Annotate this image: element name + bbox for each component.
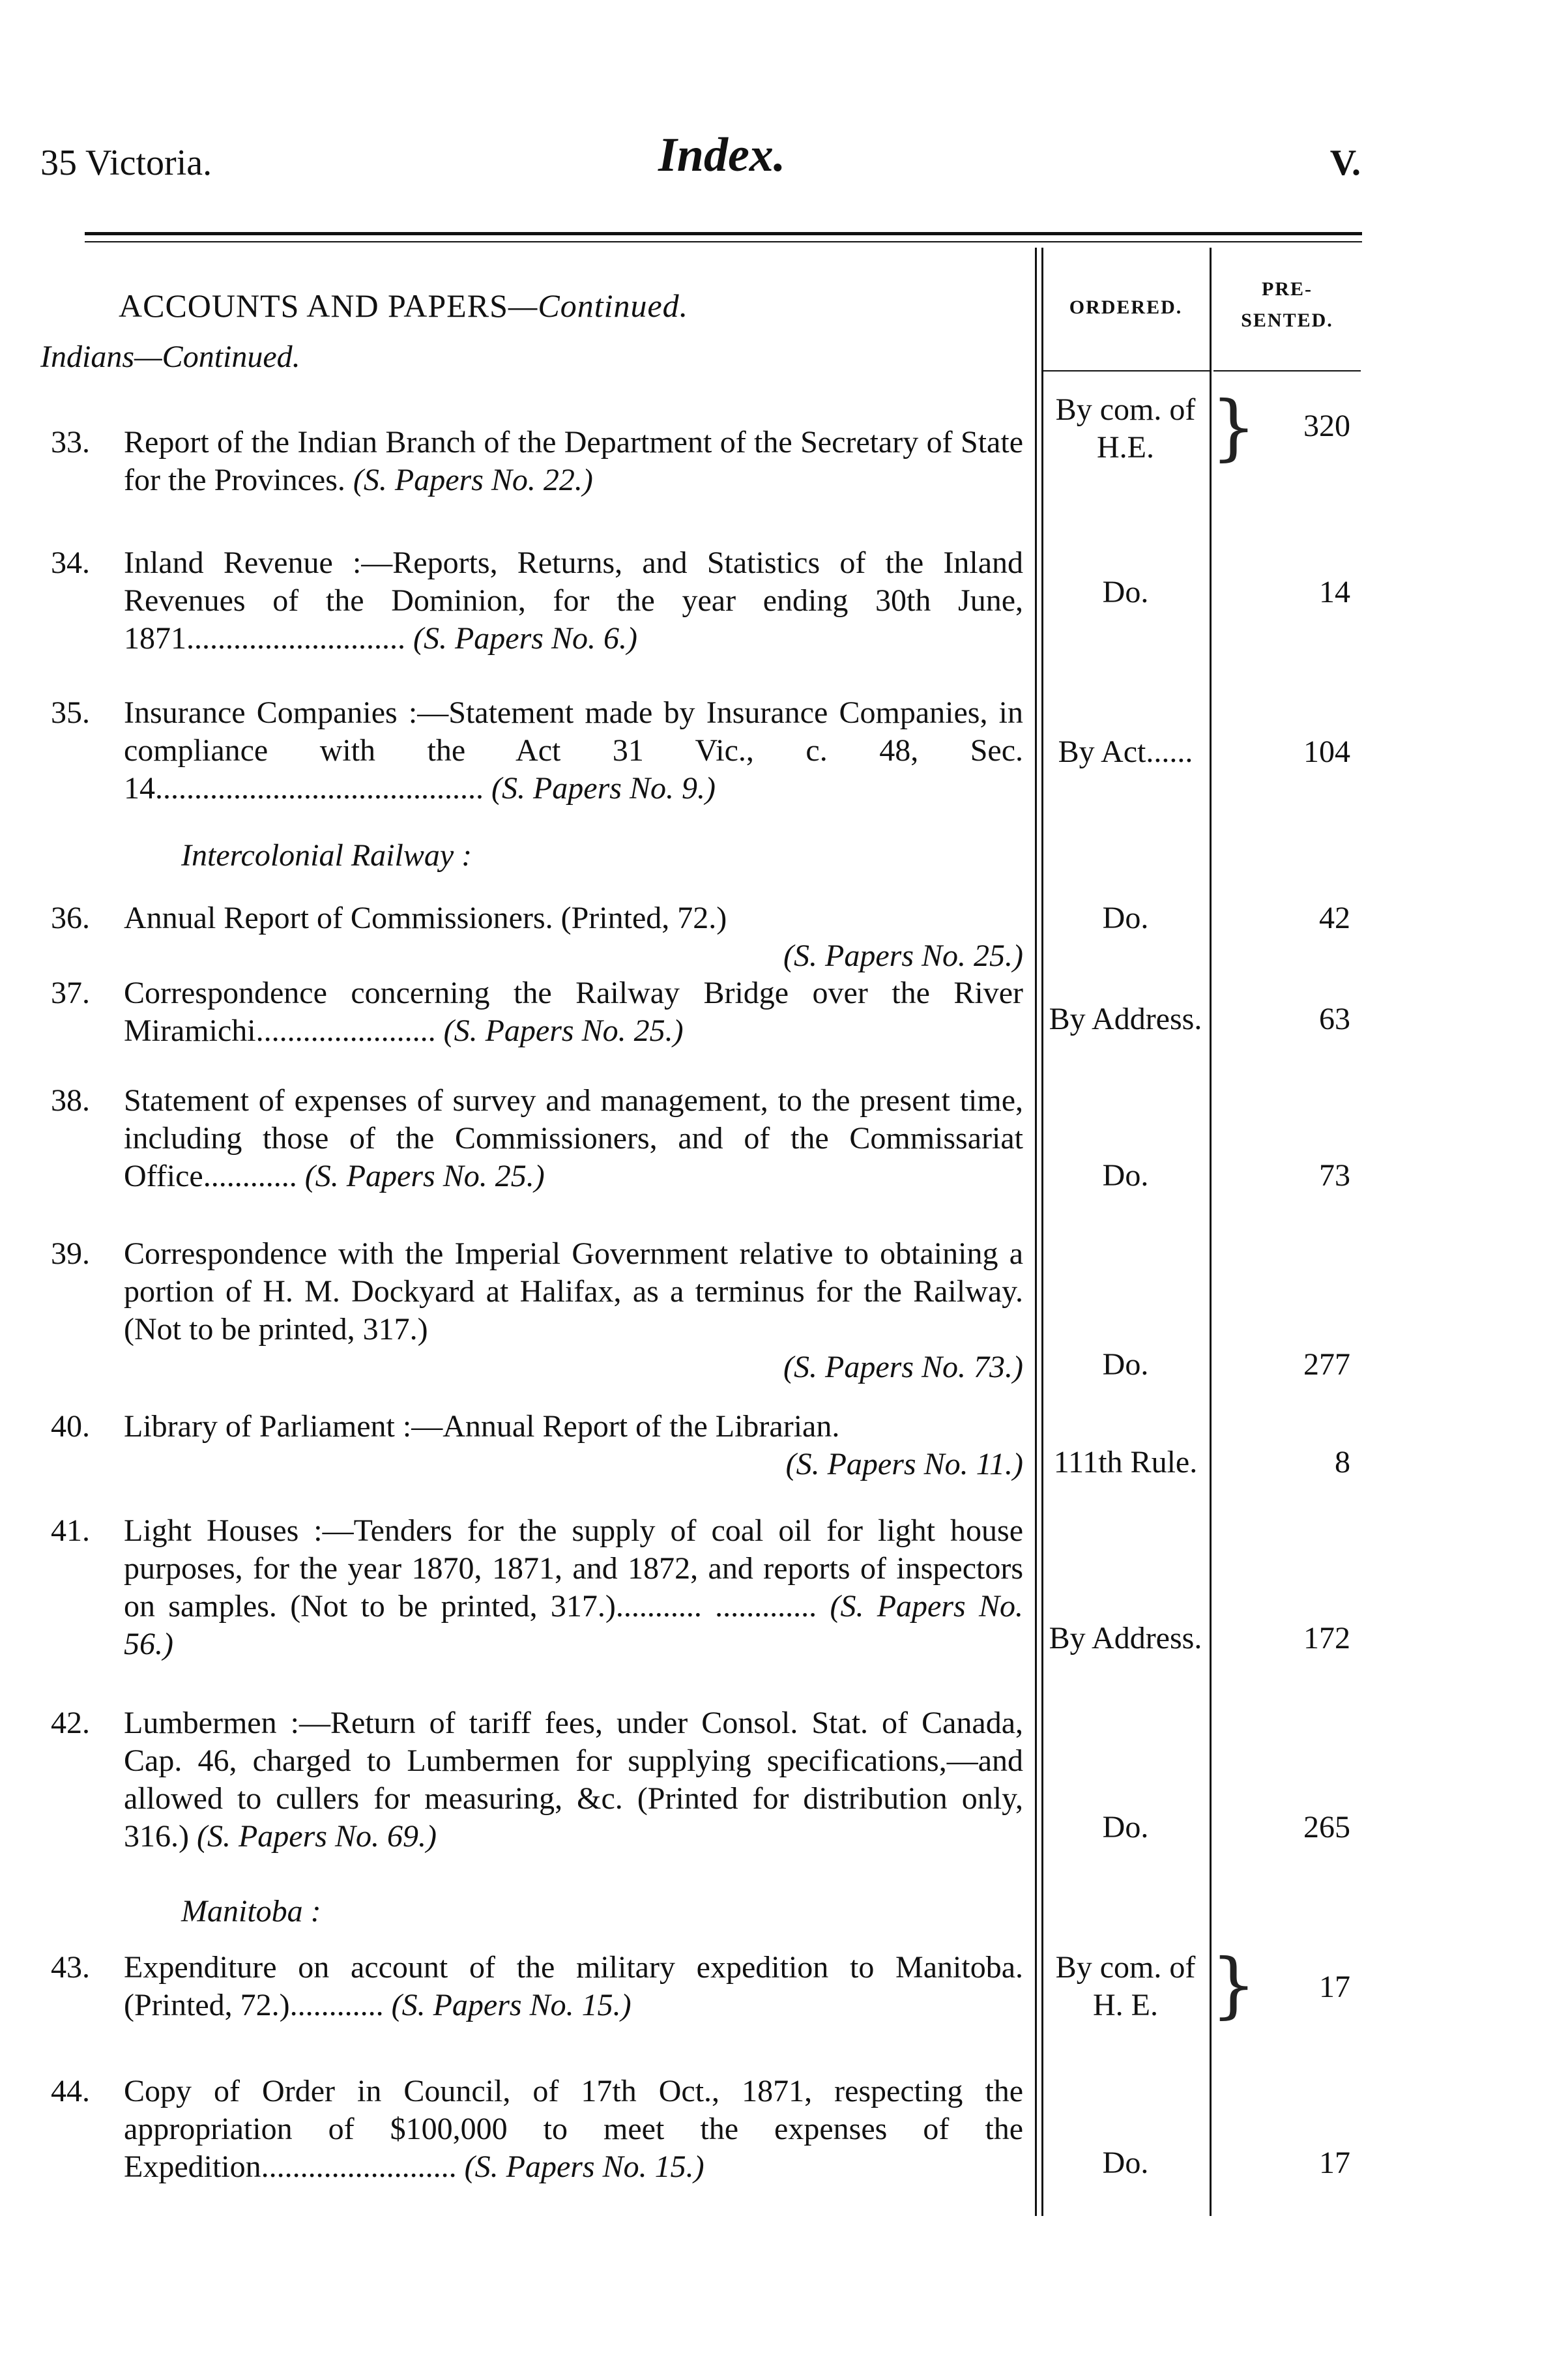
entry-number: 33. xyxy=(51,425,90,459)
index-entry xyxy=(51,1082,1023,1195)
entry-reference: (S. Papers No. 6.) xyxy=(413,621,637,656)
entry-ordered: By com. of H. E. xyxy=(1055,1950,1196,2022)
entry-text: Library of Parliament :—Annual Report of the Librarian. xyxy=(124,1409,840,1444)
entry-presented: 17 xyxy=(1319,2146,1350,2180)
brace-icon: } xyxy=(1211,385,1256,469)
column-divider xyxy=(1035,248,1037,2216)
entry-number: 36. xyxy=(51,901,90,935)
column-header-rule xyxy=(1213,370,1361,372)
column-divider xyxy=(1210,248,1212,2216)
entry-number: 39. xyxy=(51,1236,90,1271)
entry-text: Expenditure on account of the military expedition to Manitoba. (Printed, 72.)............ xyxy=(124,1950,1023,2022)
entry-reference: (S. Papers No. 22.) xyxy=(353,463,593,497)
section-title: ACCOUNTS AND PAPERS xyxy=(119,287,508,324)
entry-number: 37. xyxy=(51,976,90,1010)
index-entry xyxy=(51,974,1023,1050)
index-entry xyxy=(51,1512,1023,1663)
column-header-ordered: ORDERED. xyxy=(1069,297,1183,318)
entry-reference: (S. Papers No. 25.) xyxy=(783,939,1023,973)
entry-text: Insurance Companies :—Statement made by Insurance Companies, in compliance with the Act 31 Vic., c. 48, Sec. 14.......................................... xyxy=(124,695,1023,806)
entry-number: 38. xyxy=(51,1083,90,1118)
entry-presented: 42 xyxy=(1319,901,1350,935)
brace-icon: } xyxy=(1211,1943,1256,2026)
presented-line-2: SENTED. xyxy=(1241,310,1333,331)
presented-line-1: PRE- xyxy=(1262,278,1313,300)
entry-number: 43. xyxy=(51,1950,90,1985)
subheading-indians: Indians—Continued. xyxy=(40,340,300,374)
index-entry xyxy=(51,1408,1023,1483)
entry-reference: (S. Papers No. 73.) xyxy=(783,1350,1023,1384)
subheading-manitoba: Manitoba : xyxy=(181,1894,321,1929)
entry-presented: 104 xyxy=(1303,735,1350,769)
entry-ordered: Do. xyxy=(1102,1347,1149,1382)
entry-presented: 265 xyxy=(1303,1810,1350,1844)
entry-reference: (S. Papers No. 11.) xyxy=(785,1447,1023,1481)
entry-presented: 8 xyxy=(1335,1445,1350,1479)
entry-text: Correspondence with the Imperial Government relative to obtaining a portion of H. M. Dockyard at Halifax, as a terminus for the Railway. (Not to be printed, 317.) xyxy=(124,1236,1023,1347)
entry-text: Inland Revenue :—Reports, Returns, and Statistics of the Inland Revenues of the Dominion, for the year ending 30th June, 1871............................ xyxy=(124,546,1023,656)
index-entry xyxy=(51,1704,1023,1856)
entry-text: Lumbermen :—Return of tariff fees, under Consol. Stat. of Canada, Cap. 46, charged to Lumbermen for supplying specifications,—and allowed to cullers for measuring, &c. (Printed for distribution only, 316.) xyxy=(124,1706,1023,1854)
entry-text: Statement of expenses of survey and management, to the present time, including those of the Commissioners, and of the Commissariat Office............ xyxy=(124,1083,1023,1193)
index-entry xyxy=(51,1235,1023,1386)
entry-presented: 172 xyxy=(1303,1621,1350,1655)
entry-ordered: 111th Rule. xyxy=(1053,1445,1198,1479)
entry-ordered: Do. xyxy=(1102,2146,1149,2180)
running-header-left: 35 Victoria. xyxy=(40,143,212,183)
entry-number: 34. xyxy=(51,546,90,580)
entry-number: 42. xyxy=(51,1706,90,1740)
index-entry xyxy=(51,1949,1023,2024)
running-header-title: Index. xyxy=(658,128,786,182)
entry-ordered: Do. xyxy=(1102,575,1149,609)
entry-text: Light Houses :—Tenders for the supply of coal oil for light house purposes, for the year 1870, 1871, and 1872, and reports of inspectors on samples. (Not to be printed, 317.)........... ............. xyxy=(124,1513,1023,1624)
entry-presented: 277 xyxy=(1303,1347,1350,1382)
entry-number: 35. xyxy=(51,695,90,730)
entry-reference: (S. Papers No. 15.) xyxy=(464,2149,704,2184)
header-rule xyxy=(85,232,1362,235)
entry-ordered: By Address. xyxy=(1049,1002,1202,1036)
entry-ordered: Do. xyxy=(1102,1810,1149,1844)
index-entry xyxy=(51,424,1023,499)
entry-ordered: Do. xyxy=(1102,1158,1149,1193)
entry-text: Annual Report of Commissioners. (Printed, 72.) xyxy=(124,901,727,935)
entry-reference: (S. Papers No. 69.) xyxy=(196,1819,437,1854)
index-entry xyxy=(51,544,1023,658)
entry-number: 44. xyxy=(51,2074,90,2108)
section-continued: —Continued. xyxy=(508,287,689,324)
entry-ordered: By Address. xyxy=(1049,1621,1202,1655)
entry-presented: 17 xyxy=(1319,1970,1350,2004)
entry-reference: (S. Papers No. 25.) xyxy=(443,1013,684,1048)
entry-presented: 73 xyxy=(1319,1158,1350,1193)
index-entry xyxy=(51,694,1023,808)
entry-presented: 14 xyxy=(1319,575,1350,609)
entry-presented: 63 xyxy=(1319,1002,1350,1036)
subheading-intercolonial: Intercolonial Railway : xyxy=(181,838,472,873)
page-number: V. xyxy=(1329,143,1361,183)
entry-presented: 320 xyxy=(1303,409,1350,443)
index-entry xyxy=(51,899,1023,975)
column-header-presented xyxy=(1213,274,1361,336)
entry-text: Correspondence concerning the Railway Bridge over the River Miramichi....................... xyxy=(124,976,1023,1048)
column-header-rule xyxy=(1041,370,1210,372)
column-divider xyxy=(1041,248,1043,2216)
entry-ordered: By Act...... xyxy=(1058,735,1193,769)
entry-reference: (S. Papers No. 15.) xyxy=(391,1988,632,2022)
entry-reference: (S. Papers No. 56.) xyxy=(124,1589,1023,1661)
entry-number: 40. xyxy=(51,1409,90,1444)
entry-text: Report of the Indian Branch of the Department of the Secretary of State for the Provinces. xyxy=(124,425,1023,497)
entry-ordered: By com. of H.E. xyxy=(1055,392,1196,465)
entry-text: Copy of Order in Council, of 17th Oct., 1871, respecting the appropriation of $100,000 to meet the expenses of the Expedition......................... xyxy=(124,2074,1023,2184)
section-heading xyxy=(119,287,688,325)
entry-reference: (S. Papers No. 25.) xyxy=(304,1159,545,1193)
entry-reference: (S. Papers No. 9.) xyxy=(491,771,716,806)
entry-number: 41. xyxy=(51,1513,90,1548)
index-entry xyxy=(51,2073,1023,2186)
header-rule-thin xyxy=(85,241,1362,242)
entry-ordered: Do. xyxy=(1102,901,1149,935)
